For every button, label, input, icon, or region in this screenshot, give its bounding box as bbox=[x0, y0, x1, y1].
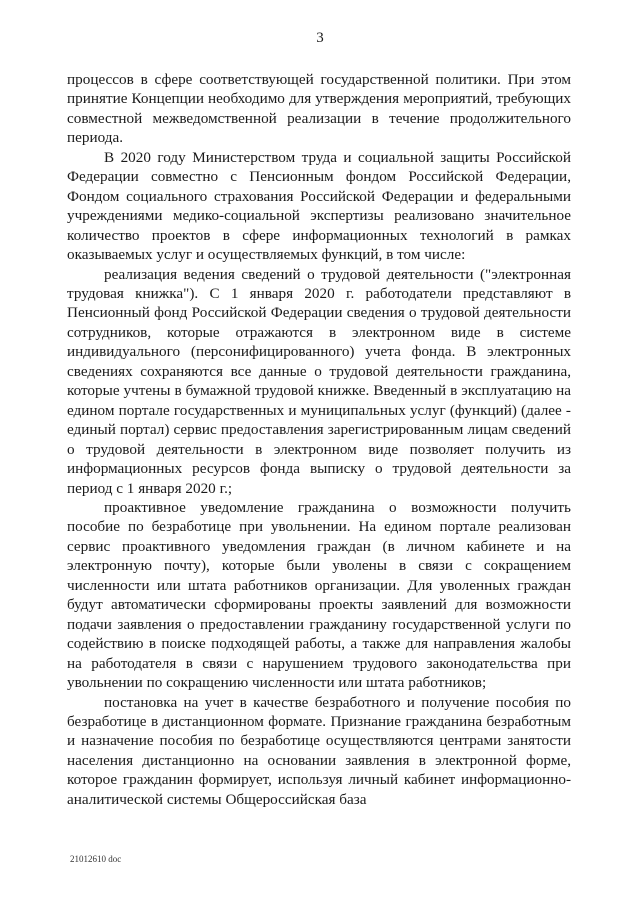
paragraph-electronic-workbook: реализация ведения сведений о трудовой деятельности ("электронная трудовая книжка"). С 1 января 2020 г. работодатели представляют в Пенсионный фонд Российской Федерации сведения о трудовой деятельности сотрудников, которые отражаются в электронном виде в системе индивидуального (персонифицированного) учета фонда. В электронных сведениях сохраняются все данные о трудовой деятельности гражданина, которые учтены в бумажной трудовой книжке. Введенный в эксплуатацию на едином портале государственных и муниципальных услуг (функций) (далее - единый портал) сервис предоставления зарегистрированным лицам сведений о трудовой деятельности в электронном виде позволяет получить из информационных ресурсов фонда выписку о трудовой деятельности за период с 1 января 2020 г.; bbox=[67, 265, 571, 497]
document-body bbox=[67, 70, 571, 809]
paragraph-unemployment-registration: постановка на учет в качестве безработного и получение пособия по безработице в дистанционном формате. Признание гражданина безработным и назначение пособия по безработице осуществляются центрами занятости населения дистанционно на основании заявления в электронной форме, которое гражданин формирует, используя личный кабинет информационно-аналитической системы Общероссийская база bbox=[67, 693, 571, 808]
page-number: 3 bbox=[316, 30, 324, 46]
paragraph-intro-2020: В 2020 году Министерством труда и социальной защиты Российской Федерации совместно с Пенсионным фондом Российской Федерации, Фондом социального страхования Российской Федерации и федеральными учреждениями медико-социальной экспертизы реализовано значительное количество проектов в сфере информационных технологий в рамках оказываемых услуг и осуществляемых функций, в том числе: bbox=[67, 148, 571, 264]
paragraph-continuation: процессов в сфере соответствующей государственной политики. При этом принятие Концепции необходимо для утверждения мероприятий, требующих совместной межведомственной реализации в течение продолжительного периода. bbox=[67, 71, 571, 147]
document-code: 21012610 doc bbox=[70, 854, 122, 864]
paragraph-proactive-notification: проактивное уведомление гражданина о возможности получить пособие по безработице при увольнении. На едином портале реализован сервис проактивного уведомления граждан (в личном кабинете и на электронную почту), которые были уволены в связи с сокращением численности или штата работников организации. Для уволенных граждан будут автоматически сформированы проекты заявлений для возможности подачи заявления о предоставлении гражданину государственной услуги по содействию в поиске подходящей работы, а также для направления жалобы на работодателя в связи с нарушением трудового законодательства при увольнении по сокращению численности или штата работников; bbox=[67, 498, 571, 692]
